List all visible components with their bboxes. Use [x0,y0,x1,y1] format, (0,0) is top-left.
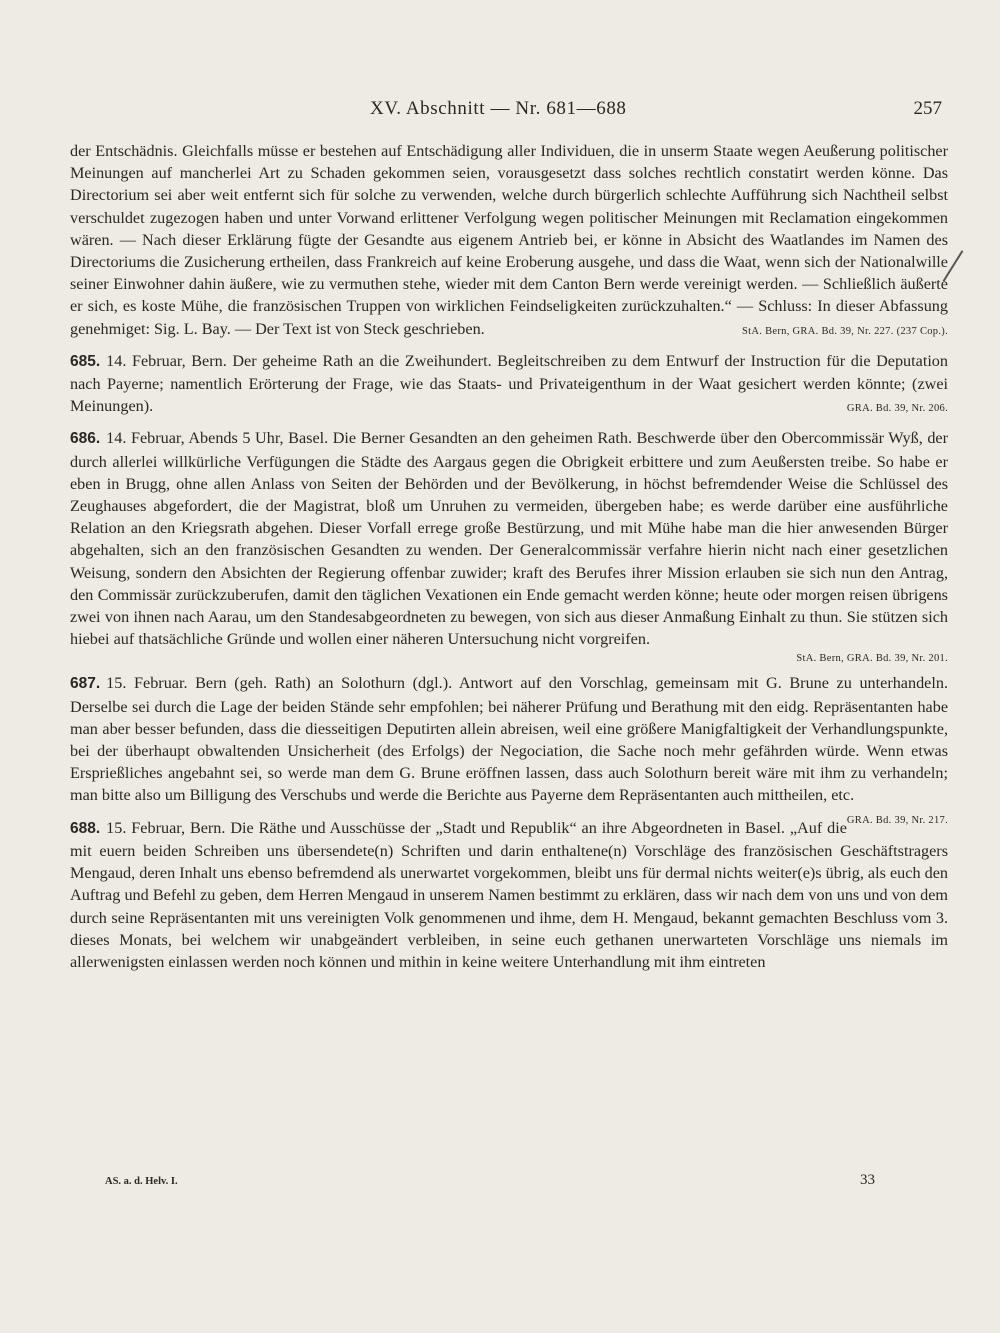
citation: GRA. Bd. 39, Nr. 206. [846,403,948,415]
section-title: XV. Abschnitt — Nr. 681—688 [370,98,627,119]
entry-688 [70,817,948,973]
entry-text: 14. Februar, Abends 5 Uhr, Basel. Die Berner Gesandten an den geheimen Rath. Beschwerde über den Obercommissär Wyß, der durch allerlei willkürliche Verfügungen die Städte des Aargaus gegen die Obrigkeit erbittere und zum Aeußersten treibe. So habe er eben in Brugg, ohne allen Anlass von Seiten der Behörden und der Bevölkerung, in höchst befremdender Weise die Schlüssel des Zeughauses abgefordert, die der Magistrat, bloß um Unruhen zu vermeiden, übergeben habe; es werde darüber eine ausführliche Relation an den Kriegsrath abgehen. Dieser Vorfall errege große Bestürzung, und mit Mühe habe man die hier anwesenden Bürger abgehalten, sich an den französischen Gesandten zu wenden. Der Generalcommissär verfahre hierin nicht nach einer gesetzlichen Weisung, sondern den Absichten der Regierung offenbar zuwider; kraft des Berufes ihrer Mission erlauben sie sich nun den Antrag, den Commissär zurückzuberufen, damit den täglichen Vexationen ein Ende gemacht werden könne; heute oder morgen reisen übrigens zwei von ihnen nach Aarau, um den Standesabgeordneten zu bewegen, von sich aus dieser Anmaßung Einhalt zu thun. Sie stützen sich hiebei auf thatsächliche Gründe und wollen einer näheren Untersuchung nicht vorgreifen. [70,429,948,649]
entry-685 [70,350,948,418]
entry-text: 15. Februar. Bern (geh. Rath) an Solothurn (dgl.). Antwort auf den Vorschlag, gemeinsam mit G. Brune zu unterhandeln. Derselbe sei durch die Lage der beiden Stände sehr empfohlen; bei näherer Prüfung und Berathung mit den eidg. Repräsentanten habe man aber besser befunden, dass die diesseitigen Deputirten allein abreisen, weil eine größere Manigfaltigkeit der Verhandlungspunkte, bei der überhaupt obwaltenden Unsicherheit (des Erfolgs) der Negociation, die Sache noch mehr gefährden würde. Wenn etwas Ersprießliches angebahnt sei, so werde man dem G. Brune eröffnen lassen, dass auch Solothurn bereit wäre mit ihm zu verhandeln; man bitte also um Billigung des Verschubs und werde die Berichte aus Payerne dem Repräsentanten auch mittheilen, etc. [70,674,948,805]
citation: StA. Bern, GRA. Bd. 39, Nr. 201. [796,653,948,665]
document-body [70,140,948,973]
entry-686 [70,427,948,668]
entry-text: 14. Februar, Bern. Der geheime Rath an die Zweihundert. Begleitschreiben zu dem Entwurf der Instruction für die Deputation nach Payerne; namentlich Erörterung der Frage, wie das Staats- und Privateigenthum in der Waat gesichert werden könnte; (zwei Meinungen). [70,351,948,416]
entry-number: 688. [70,819,101,837]
continuation-paragraph [70,140,948,340]
page-number: 257 [913,98,942,119]
citation: GRA. Bd. 39, Nr. 217. [846,814,948,826]
running-header [370,98,950,128]
citation: StA. Bern, GRA. Bd. 39, Nr. 227. (237 Cop.). [742,325,948,337]
entry-number: 687. [70,675,101,693]
page-footer [105,1172,875,1192]
entry-687 [70,672,948,826]
continuation-text: der Entschädnis. Gleichfalls müsse er bestehen auf Entschädigung aller Individuen, die in unserm Staate wegen Aeußerung politischer Meinungen auf mancherlei Art zu Schaden gekommen seien, vorausgesetzt dass solches rechtlich constatirt werden könne. Das Directorium sei aber weit entfernt sich für solche zu verwenden, welche durch bürgerlich schlechte Aufführung sich Nachtheil selbst verschuldet zugezogen haben und unter Vorwand erlittener Verfolgung wegen politischer Meinungen mit Reclamation eingekommen wären. — Nach dieser Erklärung fügte der Gesandte aus eigenem Antrieb bei, er könne in Absicht des Waatlandes im Namen des Directoriums die Zusicherung ertheilen, dass Frankreich auf keine Eroberung ausgehe, und dass die Waat, wenn sich der Nationalwille seiner Einwohner dahin äußere, wie zu vermuthen stehe, wieder mit dem Canton Bern werde vereinigt werden. — Schließlich äußerte er sich, es koste Mühe, die französischen Truppen von wirklichen Feindseligkeiten zurückzuhalten.“ — Schluss: In dieser Abfassung genehmiget: Sig. L. Bay. — Der Text ist von Steck geschrieben. [70,142,948,338]
sheet-number: 33 [860,1172,875,1188]
entry-number: 686. [70,430,101,448]
signature-mark: AS. a. d. Helv. I. [105,1176,178,1187]
entry-number: 685. [70,352,101,370]
entry-text: 15. Februar, Bern. Die Räthe und Ausschüsse der „Stadt und Republik“ an ihre Abgeordneten in Basel. „Auf die mit euern beiden Schreiben uns übersendete(n) Schriften und darin enthaltene(n) Vorschläge des französischen Geschäftstragers Mengaud, deren Inhalt uns ebenso befremdend als unerwartet vorgekommen, bleibt uns für dermal nichts weiter(e)s übrig, als euch den Auftrag und Befehl zu geben, dem Herren Mengaud in unserem Namen bestimmt zu erklären, dass wir nach dem von uns und von dem durch seine Repräsentanten mit uns vereinigten Volk genommenen und ihme, dem H. Mengaud, bekannt gemachten Beschluss vom 3. dieses Monats, bei welchem wir unabgeändert verbleiben, in seine euch gethanen unerwarteten Vorschläge uns niemals im allerwenigsten einlassen werden noch können und mithin in keine weitere Unterhandlung mit ihm eintreten [70,818,948,971]
